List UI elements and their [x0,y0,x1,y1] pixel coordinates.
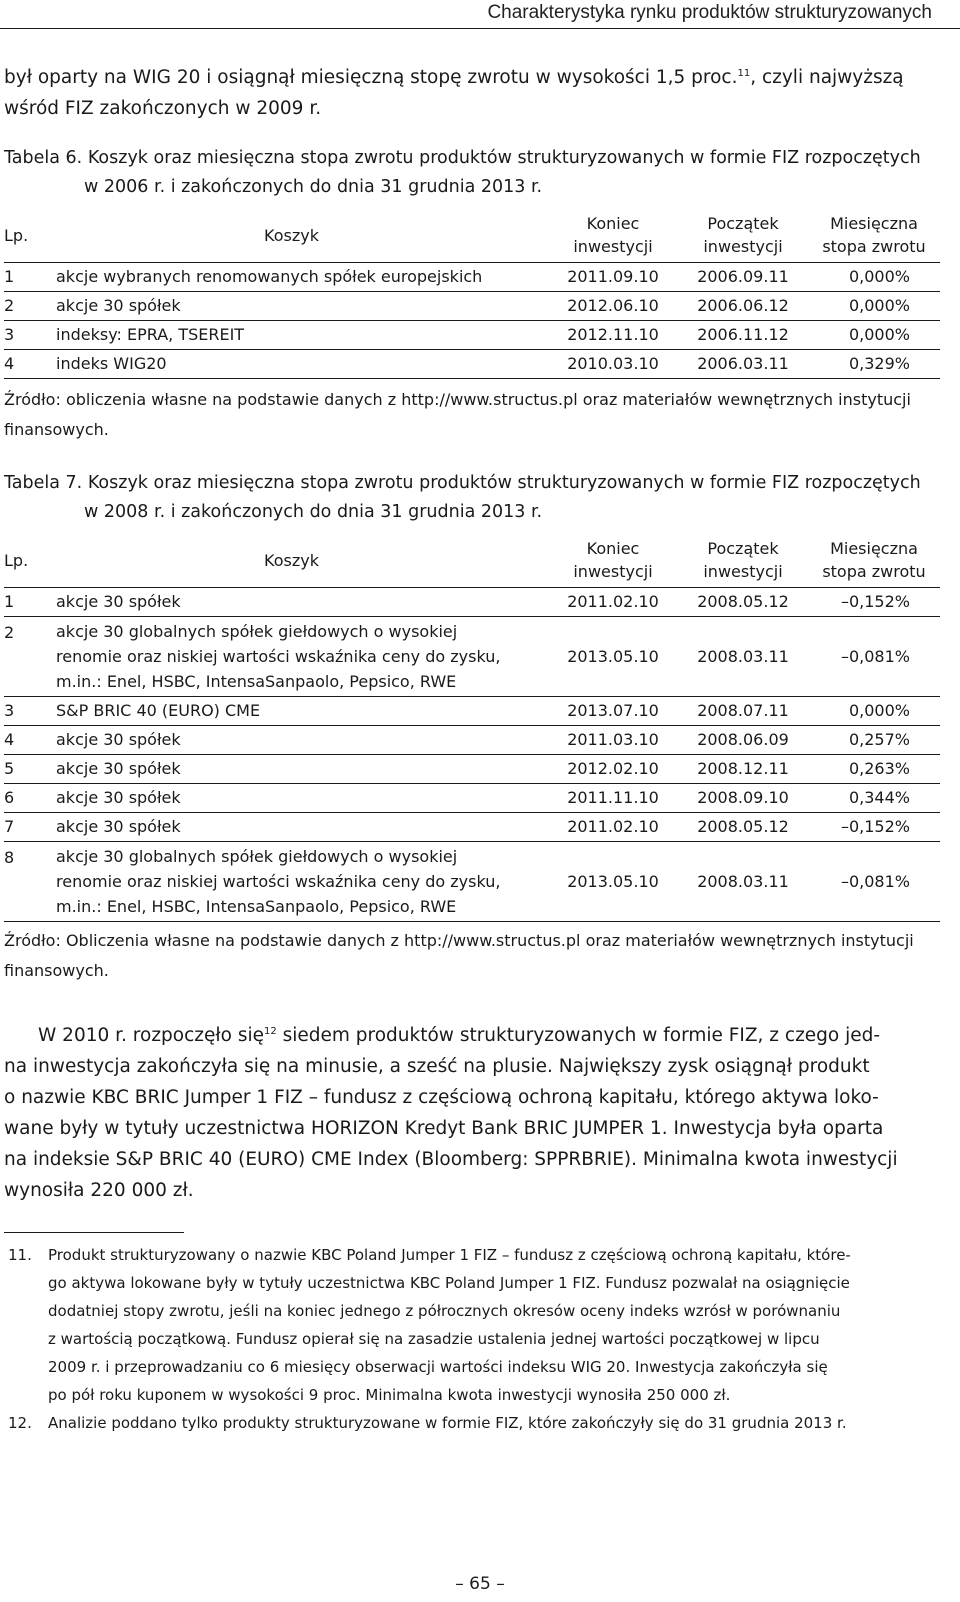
intro-line1a: był oparty na WIG 20 i osiągnął miesięczną stopę zwrotu w wysokości 1,5 proc. [4,67,738,88]
intro-line1b: , czyli najwyższą [750,67,904,88]
header-basket: Koszyk [264,225,319,245]
para-line: na indeksie S&P BRIC 40 (EURO) CME Index (Bloomberg: SPPRBRIE). Minimalna kwota inwestycji [4,1149,898,1170]
table6 [4,210,940,379]
table-row: 4 akcje 30 spółek 2011.03.10 2008.06.09 0,257% [4,726,940,755]
footnote-11: 11. Produkt strukturyzowany o nazwie KBC Poland Jumper 1 FIZ – fundusz z częściową ochroną kapitału, które- go aktywa lokowane były w tytuły uczestnictwa KBC Poland Jumper 1 FIZ. Fundusz pozwalał na osiągnięcie dodatniej stopy zwrotu, jeśli na koniec jednego z półrocznych okresów oceny indeks wzrósł w porównaniu z wartością początkową. Fundusz opierał się na zasadzie ustalenia jednej wartości początkowej w lipcu 2009 r. i przeprowadzaniu co 6 miesięcy obserwacji wartości indeksu WIG 20. Inwestycja zakończyła się po pół roku kuponem w wysokości 9 proc. Minimalna kwota inwestycji wynosiła 250 000 zł. [8,1246,851,1404]
table6-source: Źródło: obliczenia własne na podstawie danych z http://www.structus.pl oraz materiałów wewnętrznych instytucji finansowych. [4,390,911,439]
table-row: 4 indeks WIG20 2010.03.10 2006.03.11 0,329% [4,350,940,379]
header-basket: Koszyk [264,550,319,570]
intro-line2: wśród FIZ zakończonych w 2009 r. [4,98,322,119]
para-line1a: W 2010 r. rozpoczęło się [38,1025,264,1046]
para-line: wynosiła 220 000 zł. [4,1180,194,1201]
para-line: na inwestycja zakończyła się na minusie, a sześć na plusie. Największy zysk osiągnął produkt [4,1056,870,1077]
header-return: Miesięczna stopa zwrotu [822,539,926,581]
table7-source: Źródło: Obliczenia własne na podstawie danych z http://www.structus.pl oraz materiałów wewnętrznych instytucji finansowych. [4,931,914,980]
table-row: 1 akcje 30 spółek 2011.02.10 2008.05.12 –0,152% [4,588,940,617]
table7-header-row [4,535,940,588]
table-row: 8 akcje 30 globalnych spółek giełdowych o wysokiej renomie oraz niskiej wartości wskaźnika ceny do zysku, m.in.: Enel, HSBC, IntensaSanpaolo, Pepsico, RWE 2013.05.10 2008.03.11 –0,081% [4,842,940,922]
footnote-ref-12[interactable]: 12 [263,1026,277,1037]
footnote-ref-11[interactable]: 11 [737,68,751,79]
table7-caption-label: Tabela 7. [4,473,83,493]
table6-caption [4,144,938,202]
page-number: – 65 – [455,1574,505,1594]
table-row: 2 akcje 30 spółek 2012.06.10 2006.06.12 0,000% [4,292,940,321]
table-row: 6 akcje 30 spółek 2011.11.10 2008.09.10 0,344% [4,784,940,813]
table6-caption-label: Tabela 6. [4,148,83,168]
header-start: Początek inwestycji [703,539,783,581]
header-start: Początek inwestycji [703,214,783,256]
para-line: wane były w tytuły uczestnictwa HORIZON Kredyt Bank BRIC JUMPER 1. Inwestycja była oparta [4,1118,884,1139]
table-row: 1 akcje wybranych renomowanych spółek europejskich 2011.09.10 2006.09.11 0,000% [4,263,940,292]
para-line1b: siedem produktów strukturyzowanych w formie FIZ, z czego jed- [276,1025,881,1046]
header-lp: Lp. [4,225,29,245]
table-row: 3 indeksy: EPRA, TSEREIT 2012.11.10 2006.11.12 0,000% [4,321,940,350]
footnote-12: 12. Analizie poddano tylko produkty strukturyzowane w formie FIZ, które zakończyły się do 31 grudnia 2013 r. [8,1414,847,1432]
header-end: Koniec inwestycji [573,214,653,256]
header-return: Miesięczna stopa zwrotu [822,214,926,256]
table7-caption [4,469,938,527]
header-end: Koniec inwestycji [573,539,653,581]
table6-caption-text: Koszyk oraz miesięczna stopa zwrotu produktów strukturyzowanych w formie FIZ rozpoczętych w 2006 r. i zakończonych do dnia 31 grudnia 2013 r. [84,148,921,197]
header-lp: Lp. [4,550,29,570]
table-row: 3 S&P BRIC 40 (EURO) CME 2013.07.10 2008.07.11 0,000% [4,697,940,726]
table-row: 2 akcje 30 globalnych spółek giełdowych o wysokiej renomie oraz niskiej wartości wskaźnika ceny do zysku, m.in.: Enel, HSBC, IntensaSanpaolo, Pepsico, RWE 2013.05.10 2008.03.11 –0,081% [4,617,940,697]
page-content [4,62,938,1437]
running-header [0,0,960,29]
table7-caption-text: Koszyk oraz miesięczna stopa zwrotu produktów strukturyzowanych w formie FIZ rozpoczętych w 2008 r. i zakończonych do dnia 31 grudnia 2013 r. [84,473,921,522]
table7 [4,535,940,922]
footnotes [4,1241,938,1437]
body-paragraph [4,1020,938,1206]
table-row: 5 akcje 30 spółek 2012.02.10 2008.12.11 0,263% [4,755,940,784]
intro-text [4,62,938,124]
para-line: o nazwie KBC BRIC Jumper 1 FIZ – fundusz z częściową ochroną kapitału, którego aktywa loko- [4,1087,879,1108]
running-title: Charakterystyka rynku produktów strukturyzowanych [487,2,932,23]
table6-header-row [4,210,940,263]
table-row: 7 akcje 30 spółek 2011.02.10 2008.05.12 –0,152% [4,813,940,842]
